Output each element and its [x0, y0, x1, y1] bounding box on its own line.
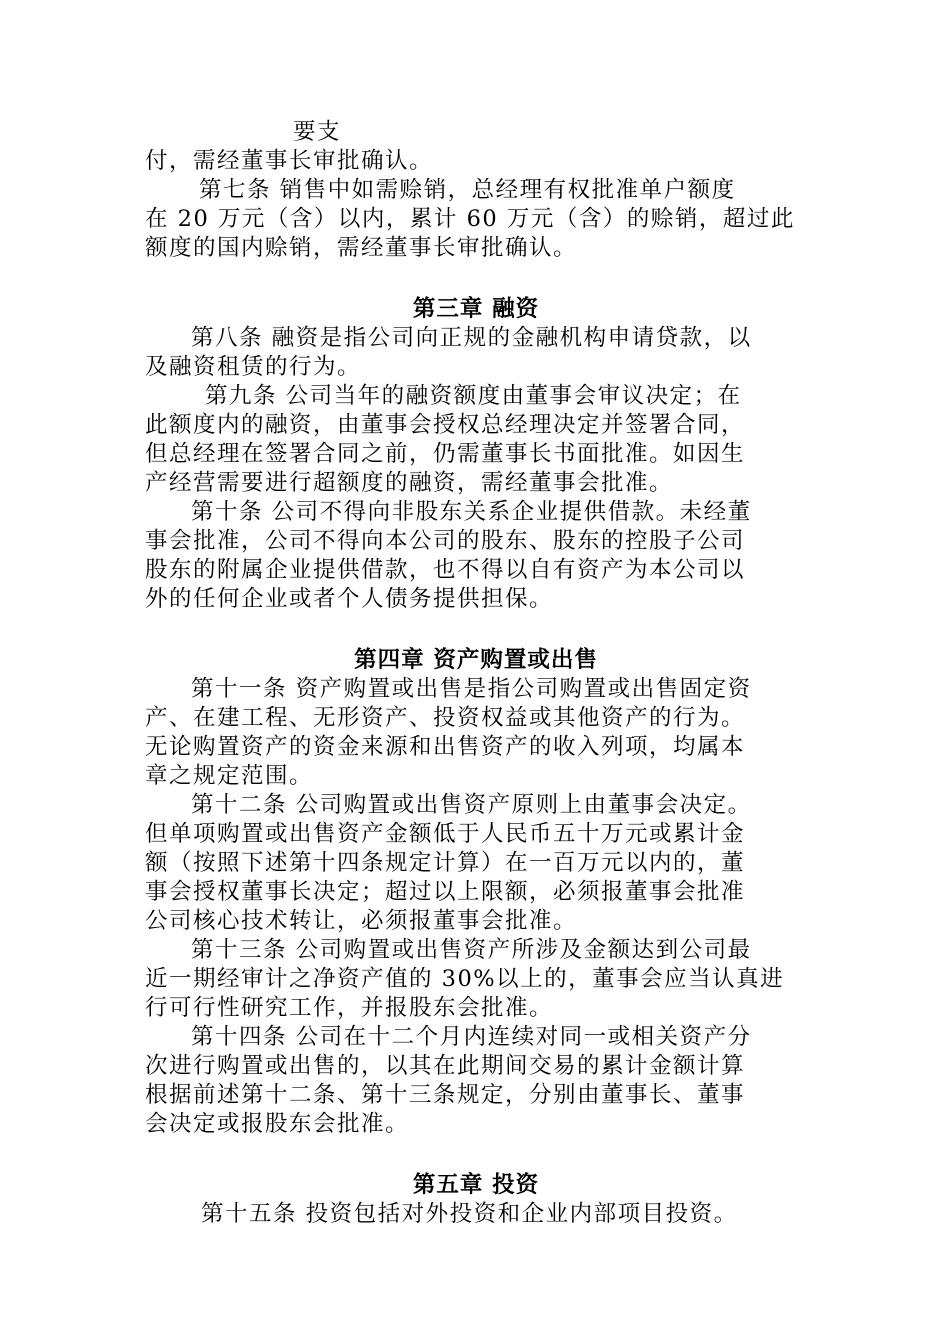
article-13-line-2: 近一期经审计之净资产值的 30%以上的，董事会应当认真进 [145, 966, 785, 992]
chapter-4-title: 第四章 资产购置或出售 [354, 647, 598, 673]
article-11-line-4: 章之规定范围。 [145, 763, 314, 789]
article-7-line-3: 额度的国内赊销，需经董事长审批确认。 [145, 235, 578, 261]
article-10-line-1: 第十条 公司不得向非股东关系企业提供借款。未经董 [191, 499, 752, 525]
article-11-line-2: 产、在建工程、无形资产、投资权益或其他资产的行为。 [145, 705, 746, 731]
article-10-line-4: 外的任何企业或者个人债务提供担保。 [145, 586, 554, 612]
article-7-line-1: 第七条 销售中如需赊销，总经理有权批准单户额度 [199, 177, 736, 203]
article-14-line-2: 次进行购置或出售的，以其在此期间交易的累计金额计算 [145, 1053, 746, 1079]
article-12-line-5: 公司核心技术转让，必须报董事会批准。 [145, 908, 578, 934]
article-13-line-1: 第十三条 公司购置或出售资产所涉及金额达到公司最 [191, 937, 752, 963]
article-12-line-1: 第十二条 公司购置或出售资产原则上由董事会决定。 [191, 792, 752, 818]
article-12-line-4: 事会授权董事长决定；超过以上限额，必须报董事会批准 [145, 879, 746, 905]
article-7-line-2: 在 20 万元（含）以内，累计 60 万元（含）的赊销，超过此 [145, 206, 795, 232]
fragment-top: 要支 [293, 119, 342, 145]
article-9-line-2: 此额度内的融资，由董事会授权总经理决定并签署合同， [145, 412, 746, 438]
article-14-line-4: 会决定或报股东会批准。 [145, 1111, 410, 1137]
fragment-continuation: 付，需经董事长审批确认。 [145, 148, 434, 174]
article-13-line-3: 行可行性研究工作，并报股东会批准。 [145, 995, 554, 1021]
article-10-line-3: 股东的附属企业提供借款，也不得以自有资产为本公司以 [145, 557, 746, 583]
article-9-line-4: 产经营需要进行超额度的融资，需经董事会批准。 [145, 470, 674, 496]
article-9-line-3: 但总经理在签署合同之前，仍需董事长书面批准。如因生 [145, 441, 746, 467]
chapter-3-title: 第三章 融资 [412, 296, 540, 322]
article-14-line-3: 根据前述第十二条、第十三条规定，分别由董事长、董事 [145, 1082, 746, 1108]
article-9-line-1: 第九条 公司当年的融资额度由董事会审议决定；在 [205, 383, 742, 409]
article-12-line-2: 但单项购置或出售资产金额低于人民币五十万元或累计金 [145, 821, 746, 847]
chapter-5-title: 第五章 投资 [412, 1172, 540, 1198]
article-14-line-1: 第十四条 公司在十二个月内连续对同一或相关资产分 [191, 1024, 752, 1050]
article-8-line-2: 及融资租赁的行为。 [145, 354, 362, 380]
article-8-line-1: 第八条 融资是指公司向正规的金融机构申请贷款，以 [191, 325, 752, 351]
article-12-line-3: 额（按照下述第十四条规定计算）在一百万元以内的，董 [145, 850, 746, 876]
article-15-line-1: 第十五条 投资包括对外投资和企业内部项目投资。 [201, 1201, 738, 1227]
article-11-line-1: 第十一条 资产购置或出售是指公司购置或出售固定资 [191, 676, 752, 702]
document-page [145, 118, 807, 1229]
article-10-line-2: 事会批准，公司不得向本公司的股东、股东的控股子公司 [145, 528, 746, 554]
article-11-line-3: 无论购置资产的资金来源和出售资产的收入列项，均属本 [145, 734, 746, 760]
